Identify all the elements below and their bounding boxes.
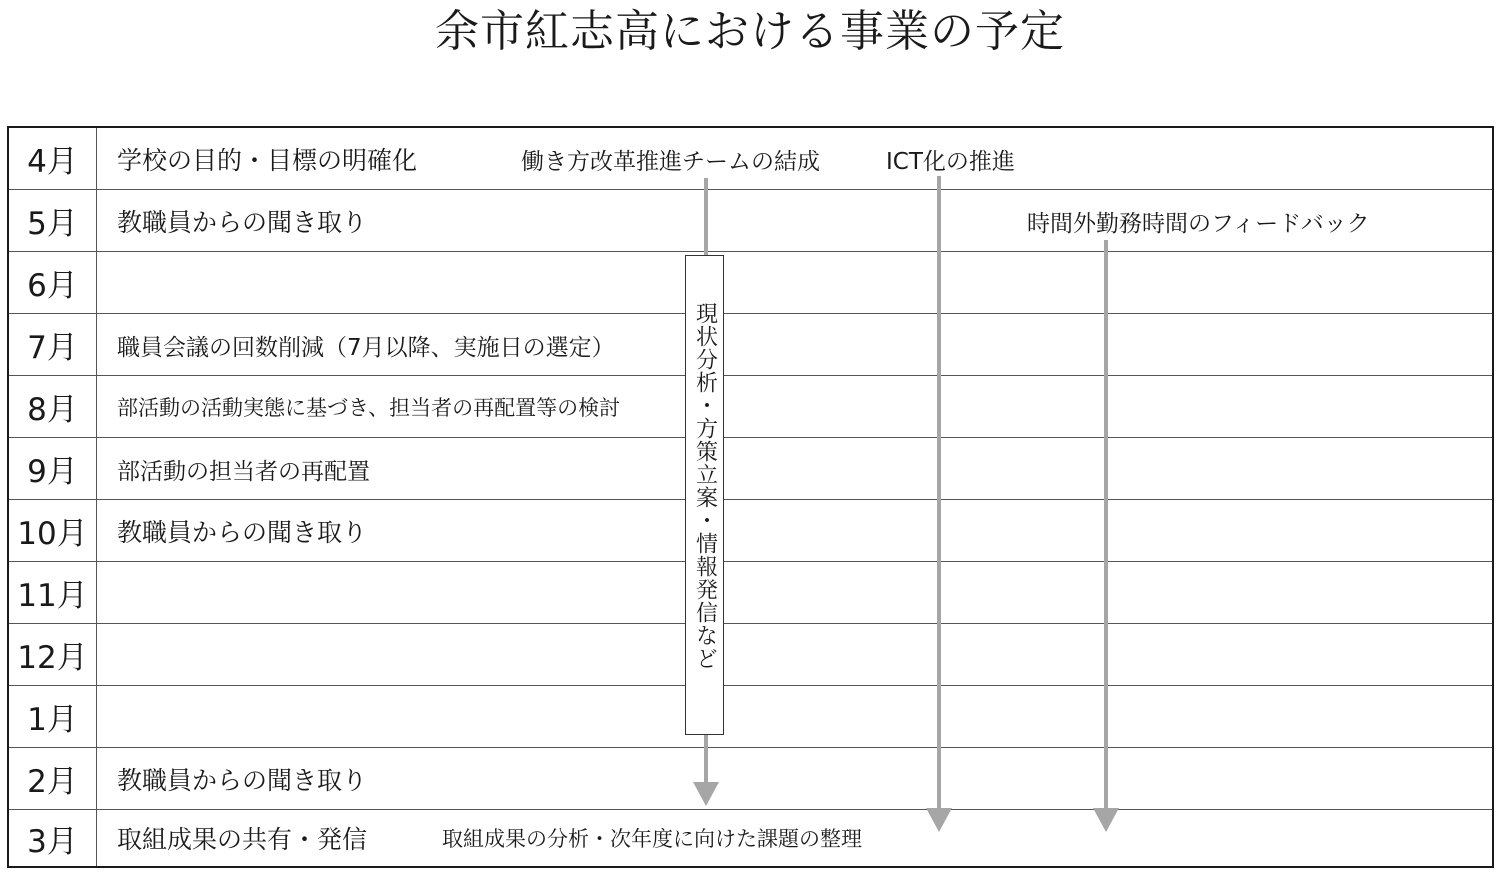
row-january: [9, 686, 1492, 748]
process-box: [685, 255, 724, 735]
event-overtime-feedback: 時間外勤務時間のフィードバック: [1027, 210, 1370, 237]
row-november: [9, 562, 1492, 624]
month-label: 11月: [9, 562, 97, 623]
event-club-review: 部活動の活動実態に基づき、担当者の再配置等の検討: [117, 396, 621, 420]
row-march: [9, 810, 1492, 866]
month-label: 1月: [9, 686, 97, 747]
month-label: 3月: [9, 810, 97, 866]
row-june: [9, 252, 1492, 314]
row-december: [9, 624, 1492, 686]
month-label: 4月: [9, 128, 97, 189]
month-label: 6月: [9, 252, 97, 313]
month-label: 2月: [9, 748, 97, 809]
event-staff-interview: 教職員からの聞き取り: [117, 208, 368, 237]
month-label: 5月: [9, 190, 97, 251]
row-april: [9, 128, 1492, 190]
event-meeting-reduction: 職員会議の回数削減（7月以降、実施日の選定）: [117, 334, 615, 361]
month-label: 7月: [9, 314, 97, 375]
month-label: 10月: [9, 500, 97, 561]
event-ict-promotion: ICT化の推進: [886, 148, 1015, 175]
row-may: [9, 190, 1492, 252]
event-club-reassignment: 部活動の担当者の再配置: [117, 458, 370, 485]
event-staff-interview: 教職員からの聞き取り: [117, 766, 368, 795]
month-label: 9月: [9, 438, 97, 499]
event-goal-clarification: 学校の目的・目標の明確化: [117, 146, 418, 175]
row-september: [9, 438, 1492, 500]
row-july: [9, 314, 1492, 376]
event-team-formation: 働き方改革推進チームの結成: [521, 148, 820, 175]
month-label: 8月: [9, 376, 97, 437]
row-february: [9, 748, 1492, 810]
event-results-sharing: 取組成果の共有・発信: [117, 825, 368, 854]
row-august: [9, 376, 1492, 438]
schedule-table: [7, 126, 1494, 868]
page-title: 余市紅志高における事業の予定: [435, 6, 1065, 57]
event-staff-interview: 教職員からの聞き取り: [117, 518, 368, 547]
month-label: 12月: [9, 624, 97, 685]
row-october: [9, 500, 1492, 562]
process-box-label: 現状分析・方策立案・情報発信など: [692, 302, 718, 670]
event-results-analysis: 取組成果の分析・次年度に向けた課題の整理: [442, 827, 862, 851]
